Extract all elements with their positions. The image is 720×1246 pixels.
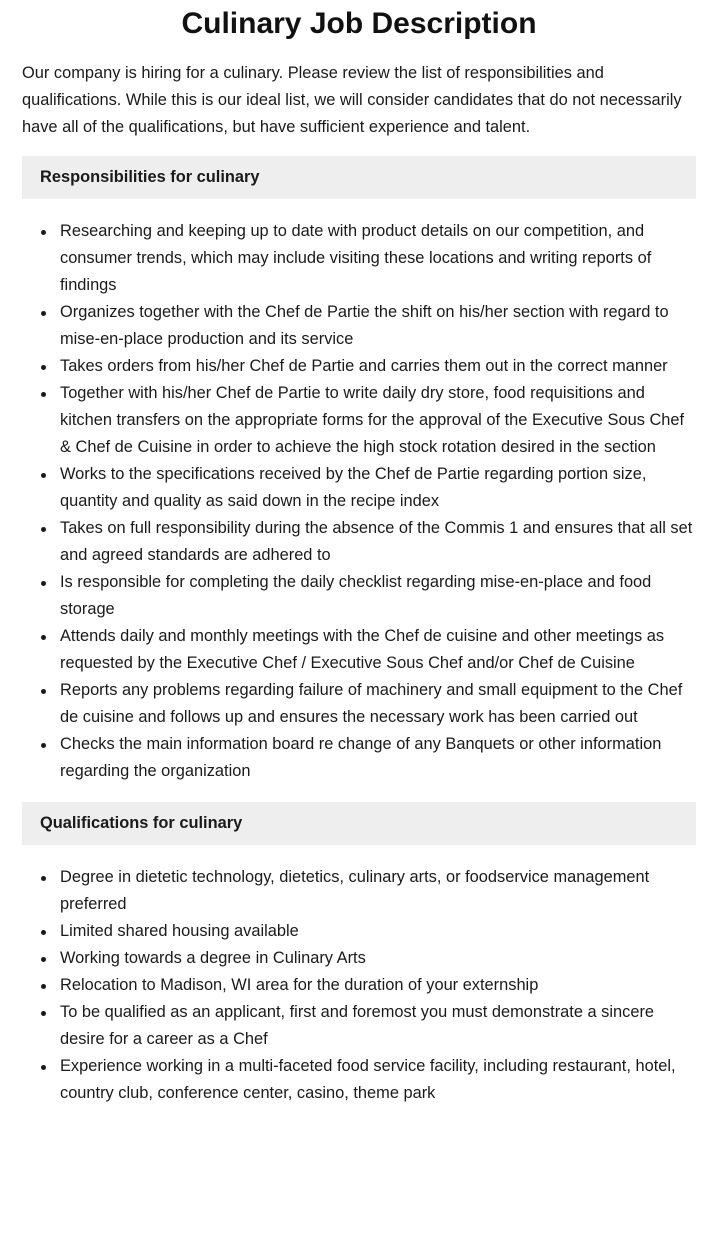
bullet-icon — [41, 984, 46, 989]
list-item-text: Reports any problems regarding failure of machinery and small equipment to the Chef de cuisine and follows up and ensures the necessary work has been carried out — [60, 681, 683, 726]
list-item-text: To be qualified as an applicant, first and foremost you must demonstrate a sincere desire for a career as a Chef — [60, 1003, 655, 1048]
page-title: Culinary Job Description — [181, 7, 537, 40]
list-item-text: Is responsible for completing the daily checklist regarding mise-en-place and food storage — [60, 573, 652, 618]
list-item-text: Attends daily and monthly meetings with the Chef de cuisine and other meetings as requested by the Executive Chef / Executive Sous Chef and/or Chef de Cuisine — [60, 627, 665, 672]
bullet-icon — [41, 876, 46, 881]
list-item-text: Checks the main information board re change of any Banquets or other information regarding the organization — [60, 735, 662, 780]
list-item-text: Degree in dietetic technology, dietetics, culinary arts, or foodservice management preferred — [60, 868, 650, 913]
list-item — [22, 461, 696, 515]
bullet-icon — [41, 581, 46, 586]
bullet-icon — [41, 473, 46, 478]
list-item — [22, 569, 696, 623]
bullet-icon — [41, 392, 46, 397]
list-item-text: Works to the specifications received by the Chef de Partie regarding portion size, quantity and quality as said down in the recipe index — [60, 465, 647, 510]
responsibilities-list — [22, 218, 696, 785]
responsibilities-heading: Responsibilities for culinary — [22, 156, 696, 199]
bullet-icon — [41, 311, 46, 316]
list-item-text: Organizes together with the Chef de Partie the shift on his/her section with regard to mise-en-place production and its service — [60, 303, 669, 348]
bullet-icon — [41, 1065, 46, 1070]
list-item — [22, 918, 696, 945]
list-item-text: Working towards a degree in Culinary Arts — [60, 949, 366, 967]
list-item-text: Limited shared housing available — [60, 922, 299, 940]
list-item — [22, 999, 696, 1053]
qualifications-heading: Qualifications for culinary — [22, 802, 696, 845]
list-item — [22, 623, 696, 677]
list-item-text: Experience working in a multi-faceted food service facility, including restaurant, hotel, country club, conference center, casino, theme park — [60, 1057, 676, 1102]
bullet-icon — [41, 743, 46, 748]
bullet-icon — [41, 635, 46, 640]
list-item-text: Researching and keeping up to date with product details on our competition, and consumer trends, which may include visiting these locations and writing reports of findings — [60, 222, 652, 294]
list-item — [22, 299, 696, 353]
qualifications-list — [22, 864, 696, 1107]
bullet-icon — [41, 689, 46, 694]
list-item-text: Together with his/her Chef de Partie to write daily dry store, food requisitions and kitchen transfers on the appropriate forms for the approval of the Executive Sous Chef & Chef de Cuisine in order to achieve the high stock rotation desired in the section — [60, 384, 685, 456]
bullet-icon — [41, 365, 46, 370]
list-item — [22, 218, 696, 299]
list-item — [22, 1053, 696, 1107]
list-item — [22, 380, 696, 461]
list-item — [22, 677, 696, 731]
bullet-icon — [41, 1011, 46, 1016]
bullet-icon — [41, 930, 46, 935]
list-item — [22, 864, 696, 918]
bullet-icon — [41, 527, 46, 532]
list-item — [22, 515, 696, 569]
bullet-icon — [41, 957, 46, 962]
list-item — [22, 353, 696, 380]
list-item-text: Relocation to Madison, WI area for the duration of your externship — [60, 976, 539, 994]
list-item — [22, 731, 696, 785]
list-item-text: Takes orders from his/her Chef de Partie and carries them out in the correct manner — [60, 357, 668, 375]
list-item — [22, 945, 696, 972]
list-item-text: Takes on full responsibility during the absence of the Commis 1 and ensures that all set and agreed standards are adhered to — [60, 519, 693, 564]
bullet-icon — [41, 230, 46, 235]
list-item — [22, 972, 696, 999]
intro-paragraph: Our company is hiring for a culinary. Please review the list of responsibilities and qualifications. While this is our ideal list, we will consider candidates that do not necessarily have all of the qualifications, but have sufficient experience and talent. — [22, 64, 682, 136]
